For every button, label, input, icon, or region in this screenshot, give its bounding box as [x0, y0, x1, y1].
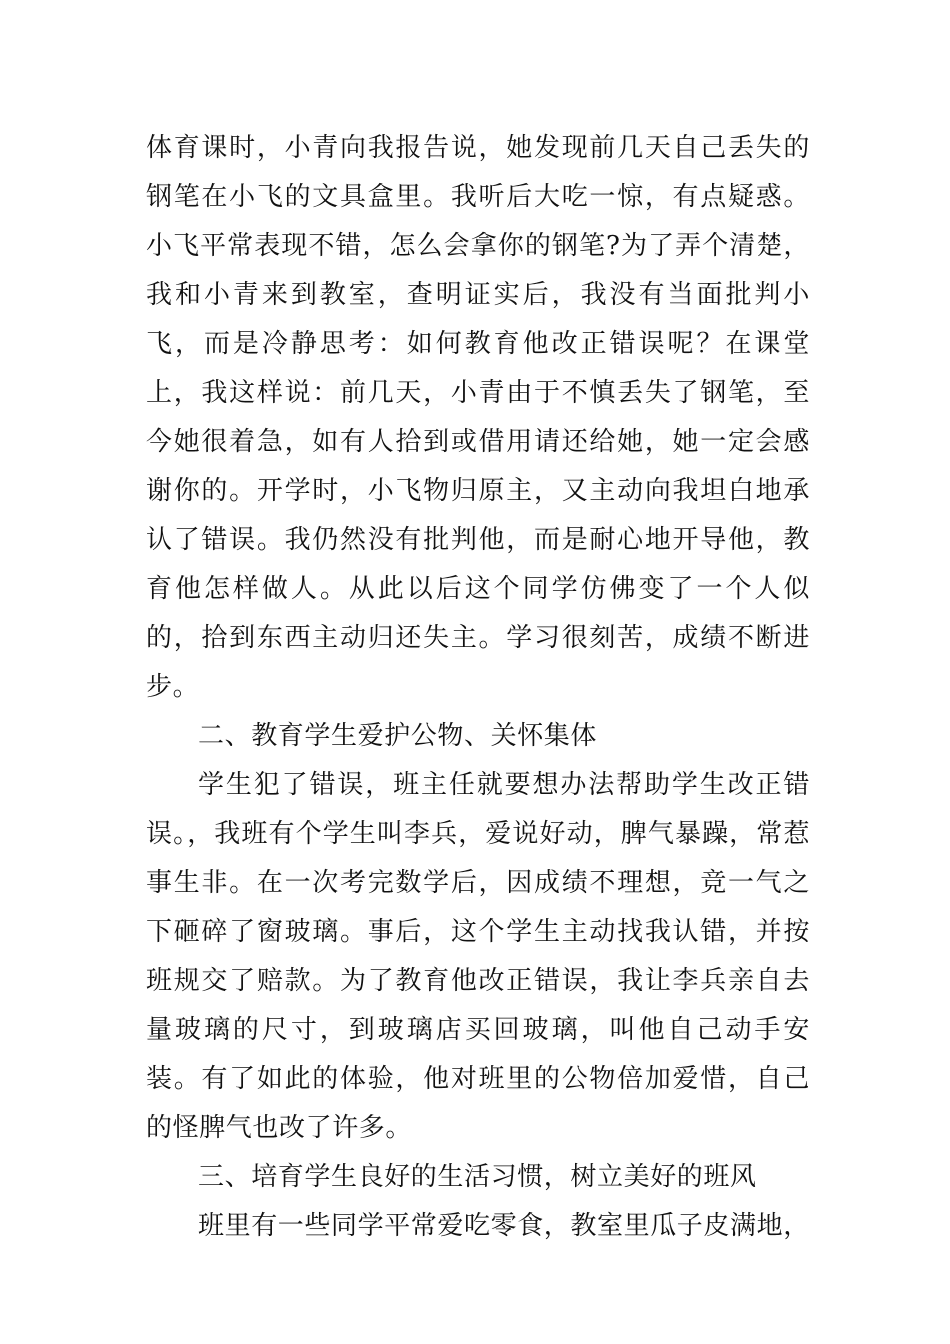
body-paragraph-1: 体育课时，小青向我报告说，她发现前几天自己丢失的钢笔在小飞的文具盒里。我听后大吃一惊，有点疑惑。小飞平常表现不错，怎么会拿你的钢笔?为了弄个清楚，我和小青来到教室，查明证实后，我没有当面批判小飞，而是冷静思考：如何教育他改正错误呢？在课堂上，我这样说：前几天，小青由于不慎丢失了钢笔，至今她很着急，如有人拾到或借用请还给她，她一定会感谢你的。开学时，小飞物归原主，又主动向我坦白地承认了错误。我仍然没有批判他，而是耐心地开导他，教育他怎样做人。从此以后这个同学仿佛变了一个人似的，拾到东西主动归还失主。学习很刻苦，成绩不断进步。 [146, 133, 810, 702]
body-paragraph-2: 学生犯了错误，班主任就要想办法帮助学生改正错误。，我班有个学生叫李兵，爱说好动，脾气暴躁，常惹事生非。在一次考完数学后，因成绩不理想，竞一气之下砸碎了窗玻璃。事后，这个学生主动找我认错，并按班规交了赔款。为了教育他改正错误，我让李兵亲自去量玻璃的尺寸，到玻璃店买回玻璃，叫他自己动手安装。有了如此的体验，他对班里的公物倍加爱惜，自己的怪脾气也改了许多。 [146, 770, 810, 1143]
section-heading-3: 三、培育学生良好的生活习惯，树立美好的班风 [198, 1162, 757, 1192]
section-heading-2: 二、教育学生爱护公物、关怀集体 [198, 721, 598, 751]
document-page [146, 124, 810, 1251]
body-paragraph-3: 班里有一些同学平常爱吃零食，教室里瓜子皮满地， [198, 1211, 810, 1241]
